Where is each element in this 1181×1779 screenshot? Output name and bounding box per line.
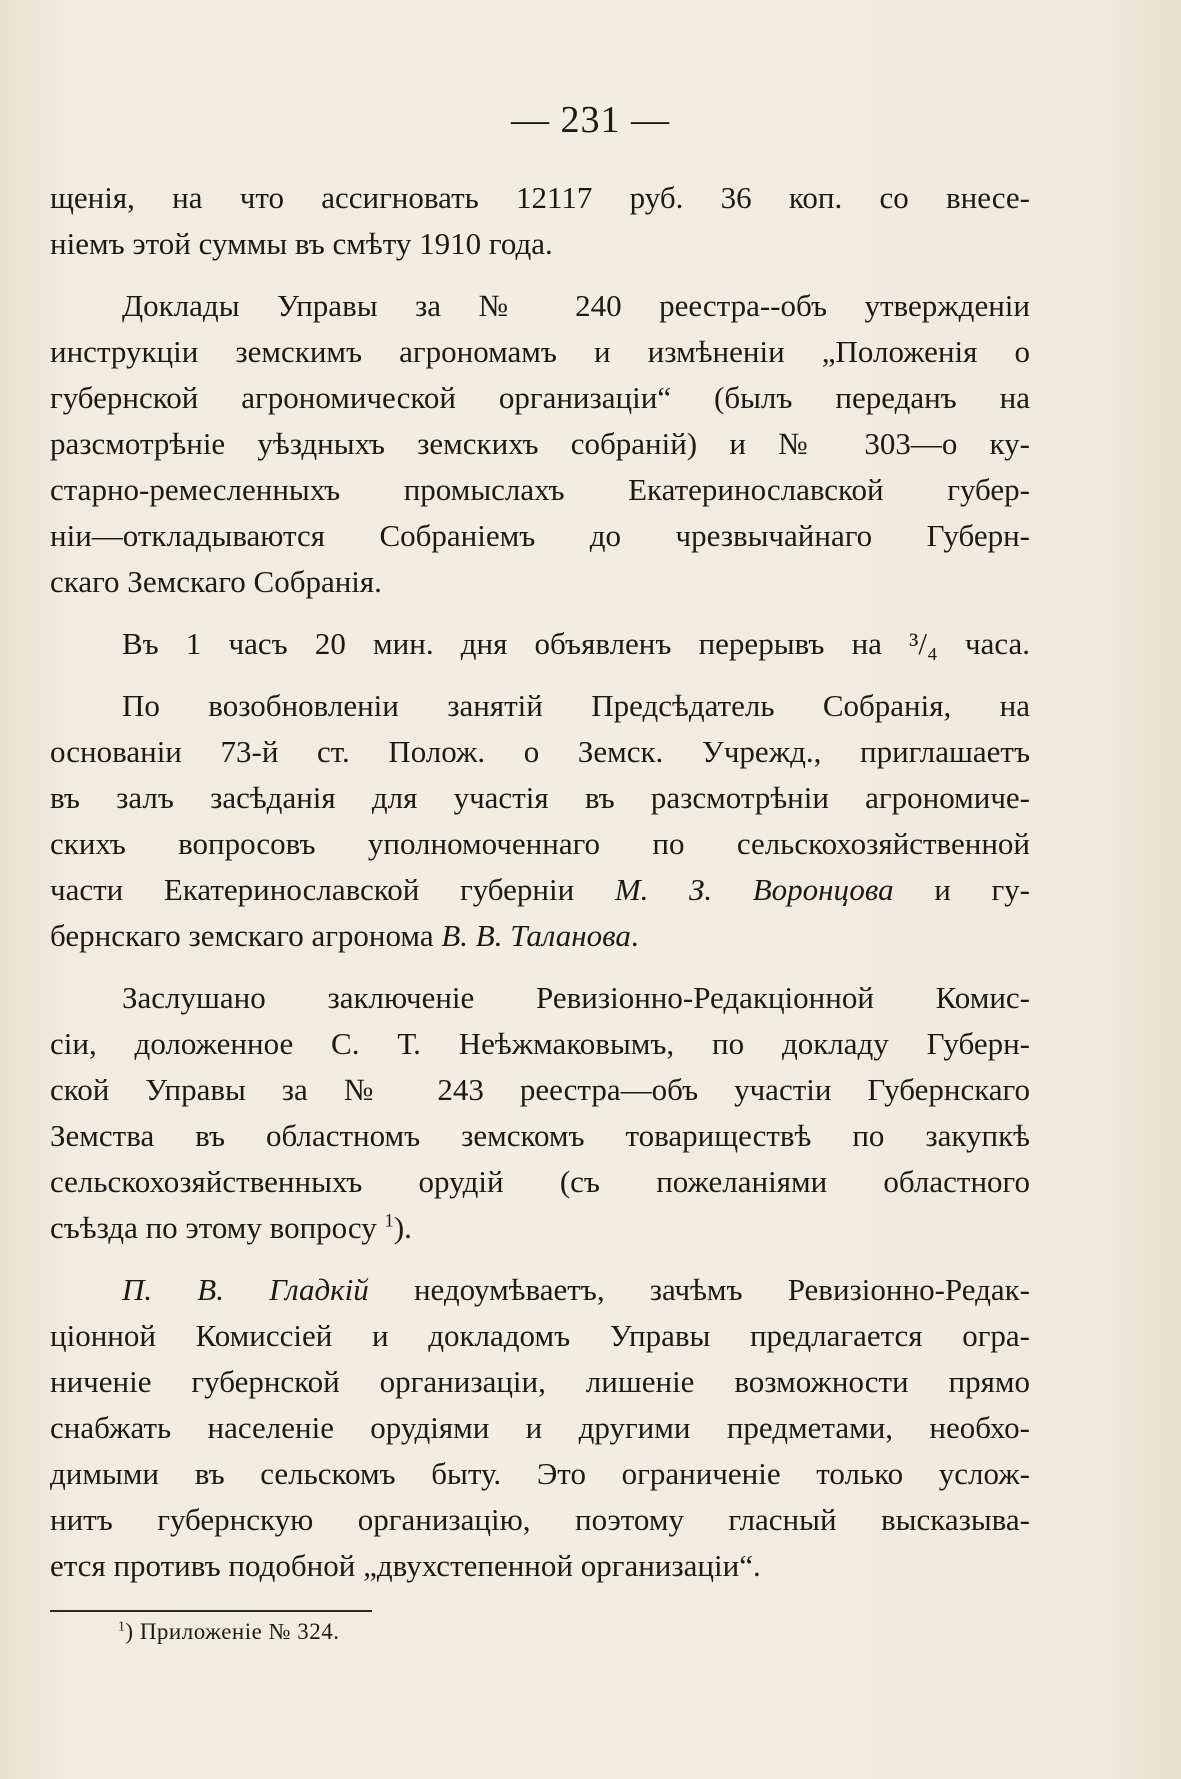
paragraph-3 [50,621,1030,667]
text-line: По возобновленіи занятій Предсѣдатель Собранія, на [122,688,1030,723]
text-line: въ залъ засѣданія для участія въ разсмотрѣніи агрономиче- [50,780,1030,815]
text-line: димыми въ сельскомъ быту. Это ограниченіе только услож- [50,1456,1030,1491]
paragraph-2 [50,283,1030,605]
person-name: П. В. Гладкій [122,1272,369,1307]
text-line: ніемъ этой суммы въ смѣту 1910 года. [50,226,553,261]
paragraph-5 [50,975,1030,1251]
text-line: инструкціи земскимъ агрономамъ и измѣненіи „Положенія о [50,334,1030,369]
footnote-text: ) Приложеніе № 324. [125,1619,340,1644]
text-line: ніи—откладываются Собраніемъ до чрезвычайнаго Губерн- [50,518,1030,553]
footnote-divider [50,1610,372,1612]
text-fragment: съѣзда по этому вопросу [50,1210,385,1245]
text-line: ціонной Комиссіей и докладомъ Управы предлагается огра- [50,1318,1030,1353]
text-fragment: . [630,918,639,953]
paragraph-6 [50,1267,1030,1589]
text-line: Заслушано заключеніе Ревизіонно-Редакціонной Комис- [122,980,1030,1015]
text-fragment: бернскаго земскаго агронома [50,918,442,953]
text-line [50,1205,1030,1251]
text-line: сельскохозяйственныхъ орудій (съ пожеланіями областного [50,1164,1030,1199]
text-line: снабжать населеніе орудіями и другими предметами, необхо- [50,1410,1030,1445]
text-line: скаго Земскаго Собранія. [50,564,382,599]
text-line: старно-ремесленныхъ промыслахъ Екатеринославской губер- [50,472,1030,507]
body-text [50,175,1030,1605]
footnote-reference[interactable]: 1 [384,1210,394,1232]
person-name: В. В. Таланова [441,918,631,953]
footnote-marker: 1 [118,1618,126,1634]
text-line: ской Управы за № 243 реестра—объ участіи Губернскаго [50,1072,1030,1107]
paragraph-4 [50,683,1030,959]
text-line [50,913,1030,959]
text-line: Земства въ областномъ земскомъ товариществѣ по закупкѣ [50,1118,1030,1153]
text-fragment: ). [393,1210,412,1245]
text-fragment: и гу- [893,872,1030,907]
person-name: М. З. Воронцова [614,872,894,907]
text-line: Въ 1 часъ 20 мин. дня объявленъ перерывъ на ³/₄ часа. [122,626,1030,661]
text-line: губернской агрономической организаціи“ (былъ переданъ на [50,380,1030,415]
text-line: скихъ вопросовъ уполномоченнаго по сельскохозяйственной [50,826,1030,861]
text-fragment: недоумѣваетъ, зачѣмъ Ревизіонно-Редак- [368,1272,1030,1307]
text-line: основаніи 73-й ст. Полож. о Земск. Учрежд., приглашаетъ [50,734,1030,769]
text-line: ниченіе губернской организаціи, лишеніе возможности прямо [50,1364,1030,1399]
footnote [118,1619,340,1645]
text-line: Доклады Управы за № 240 реестра--объ утвержденіи [122,288,1030,323]
text-line: нитъ губернскую организацію, поэтому гласный высказыва- [50,1502,1030,1537]
text-line: щенія, на что ассигновать 12117 руб. 36 коп. со внесе- [50,180,1030,215]
text-line: ется противъ подобной „двухстепенной организаціи“. [50,1548,761,1583]
text-fragment: части Екатеринославской губерніи [50,872,615,907]
page-number: — 231 — [511,99,670,141]
text-line [50,867,1030,913]
text-line: разсмотрѣніе уѣздныхъ земскихъ собраній) и № 303—о ку- [50,426,1030,461]
text-line [50,1267,1030,1313]
paragraph-1 [50,175,1030,267]
text-line: сіи, доложенное С. Т. Неѣжмаковымъ, по докладу Губерн- [50,1026,1030,1061]
